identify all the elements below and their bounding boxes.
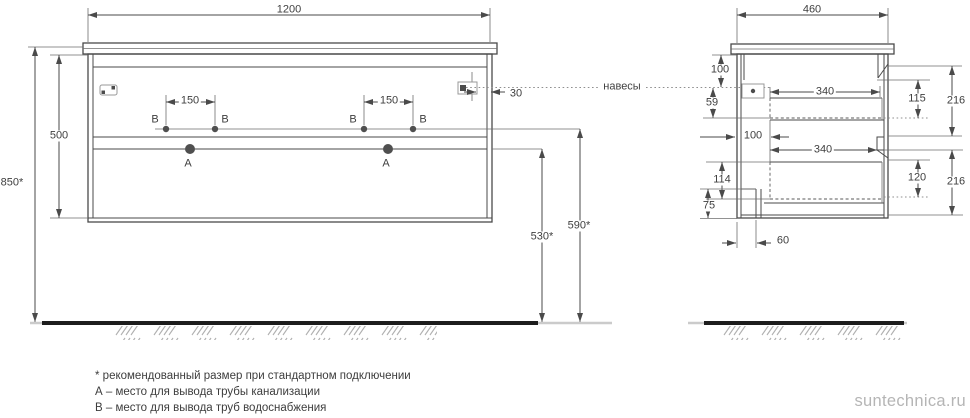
dim-label-cabinet-height: 500 [49,129,69,142]
point-b-label: В [221,113,229,126]
point-b-label: В [349,113,357,126]
dim-label-drain-height: 530* [530,230,554,243]
dim-label-upper-drawer-length: 340 [815,85,835,98]
dim-label-lower-drawer-length: 340 [813,143,833,156]
dim-label-back-gap: 100 [743,129,763,142]
hanger-bracket-left-icon [100,85,117,95]
side-view [700,8,963,248]
hangers-label: навесы [603,80,641,93]
side-right-dimensions [877,66,963,215]
point-a-label: А [382,157,390,170]
water-outlet-points [155,126,580,132]
point-a-label: А [184,157,192,170]
dim-label-hanger-inset: 30 [509,87,523,100]
dim-label-total-height: 850* [0,176,24,189]
side-countertop [731,44,894,54]
dim-label-lower-inner-depth: 114 [713,173,731,186]
floor-left [30,323,612,340]
footnote-recommended-size: * рекомендованный размер при стандартном подключении [95,370,411,382]
dim-label-lower-inner-height: 120 [907,171,927,184]
dim-label-width: 1200 [276,3,302,16]
dim-label-hanger-to-drawer: 59 [705,96,719,109]
dim-label-hanger-from-top: 100 [710,63,730,76]
dim-label-water-height: 590* [567,219,591,232]
front-cabinet-body [88,54,492,222]
side-hanger-icon [742,84,764,98]
point-b-label: В [151,113,159,126]
watermark: suntechnica.ru [854,392,966,410]
dim-label-upper-front-height: 216 [946,94,966,107]
front-countertop [83,43,497,54]
floor-right [688,323,907,340]
dim-label-upper-inner-height: 115 [908,92,926,105]
footnote-point-a: А – место для вывода трубы канализации [95,386,321,398]
side-upper-drawer [770,98,884,120]
front-dim-total-height [28,47,83,322]
footnote-point-b: В – место для вывода труб водоснабжения [95,402,327,414]
front-view [28,8,580,322]
side-handle-icon [877,137,888,158]
dim-label-recess-depth: 60 [776,234,790,247]
dim-label-depth: 460 [802,3,822,16]
hanger-bracket-right-icon [458,72,477,101]
side-lower-drawer [764,120,884,203]
dim-label-lower-front-height: 216 [946,175,966,188]
dim-label-hole-spacing-left: 150 [180,94,200,107]
point-b-label: В [419,113,427,126]
dim-label-hole-spacing-right: 150 [379,94,399,107]
dim-label-recess-height: 75 [702,199,716,212]
side-bottom-recess [741,189,761,218]
side-dim-recess-depth [722,220,771,248]
